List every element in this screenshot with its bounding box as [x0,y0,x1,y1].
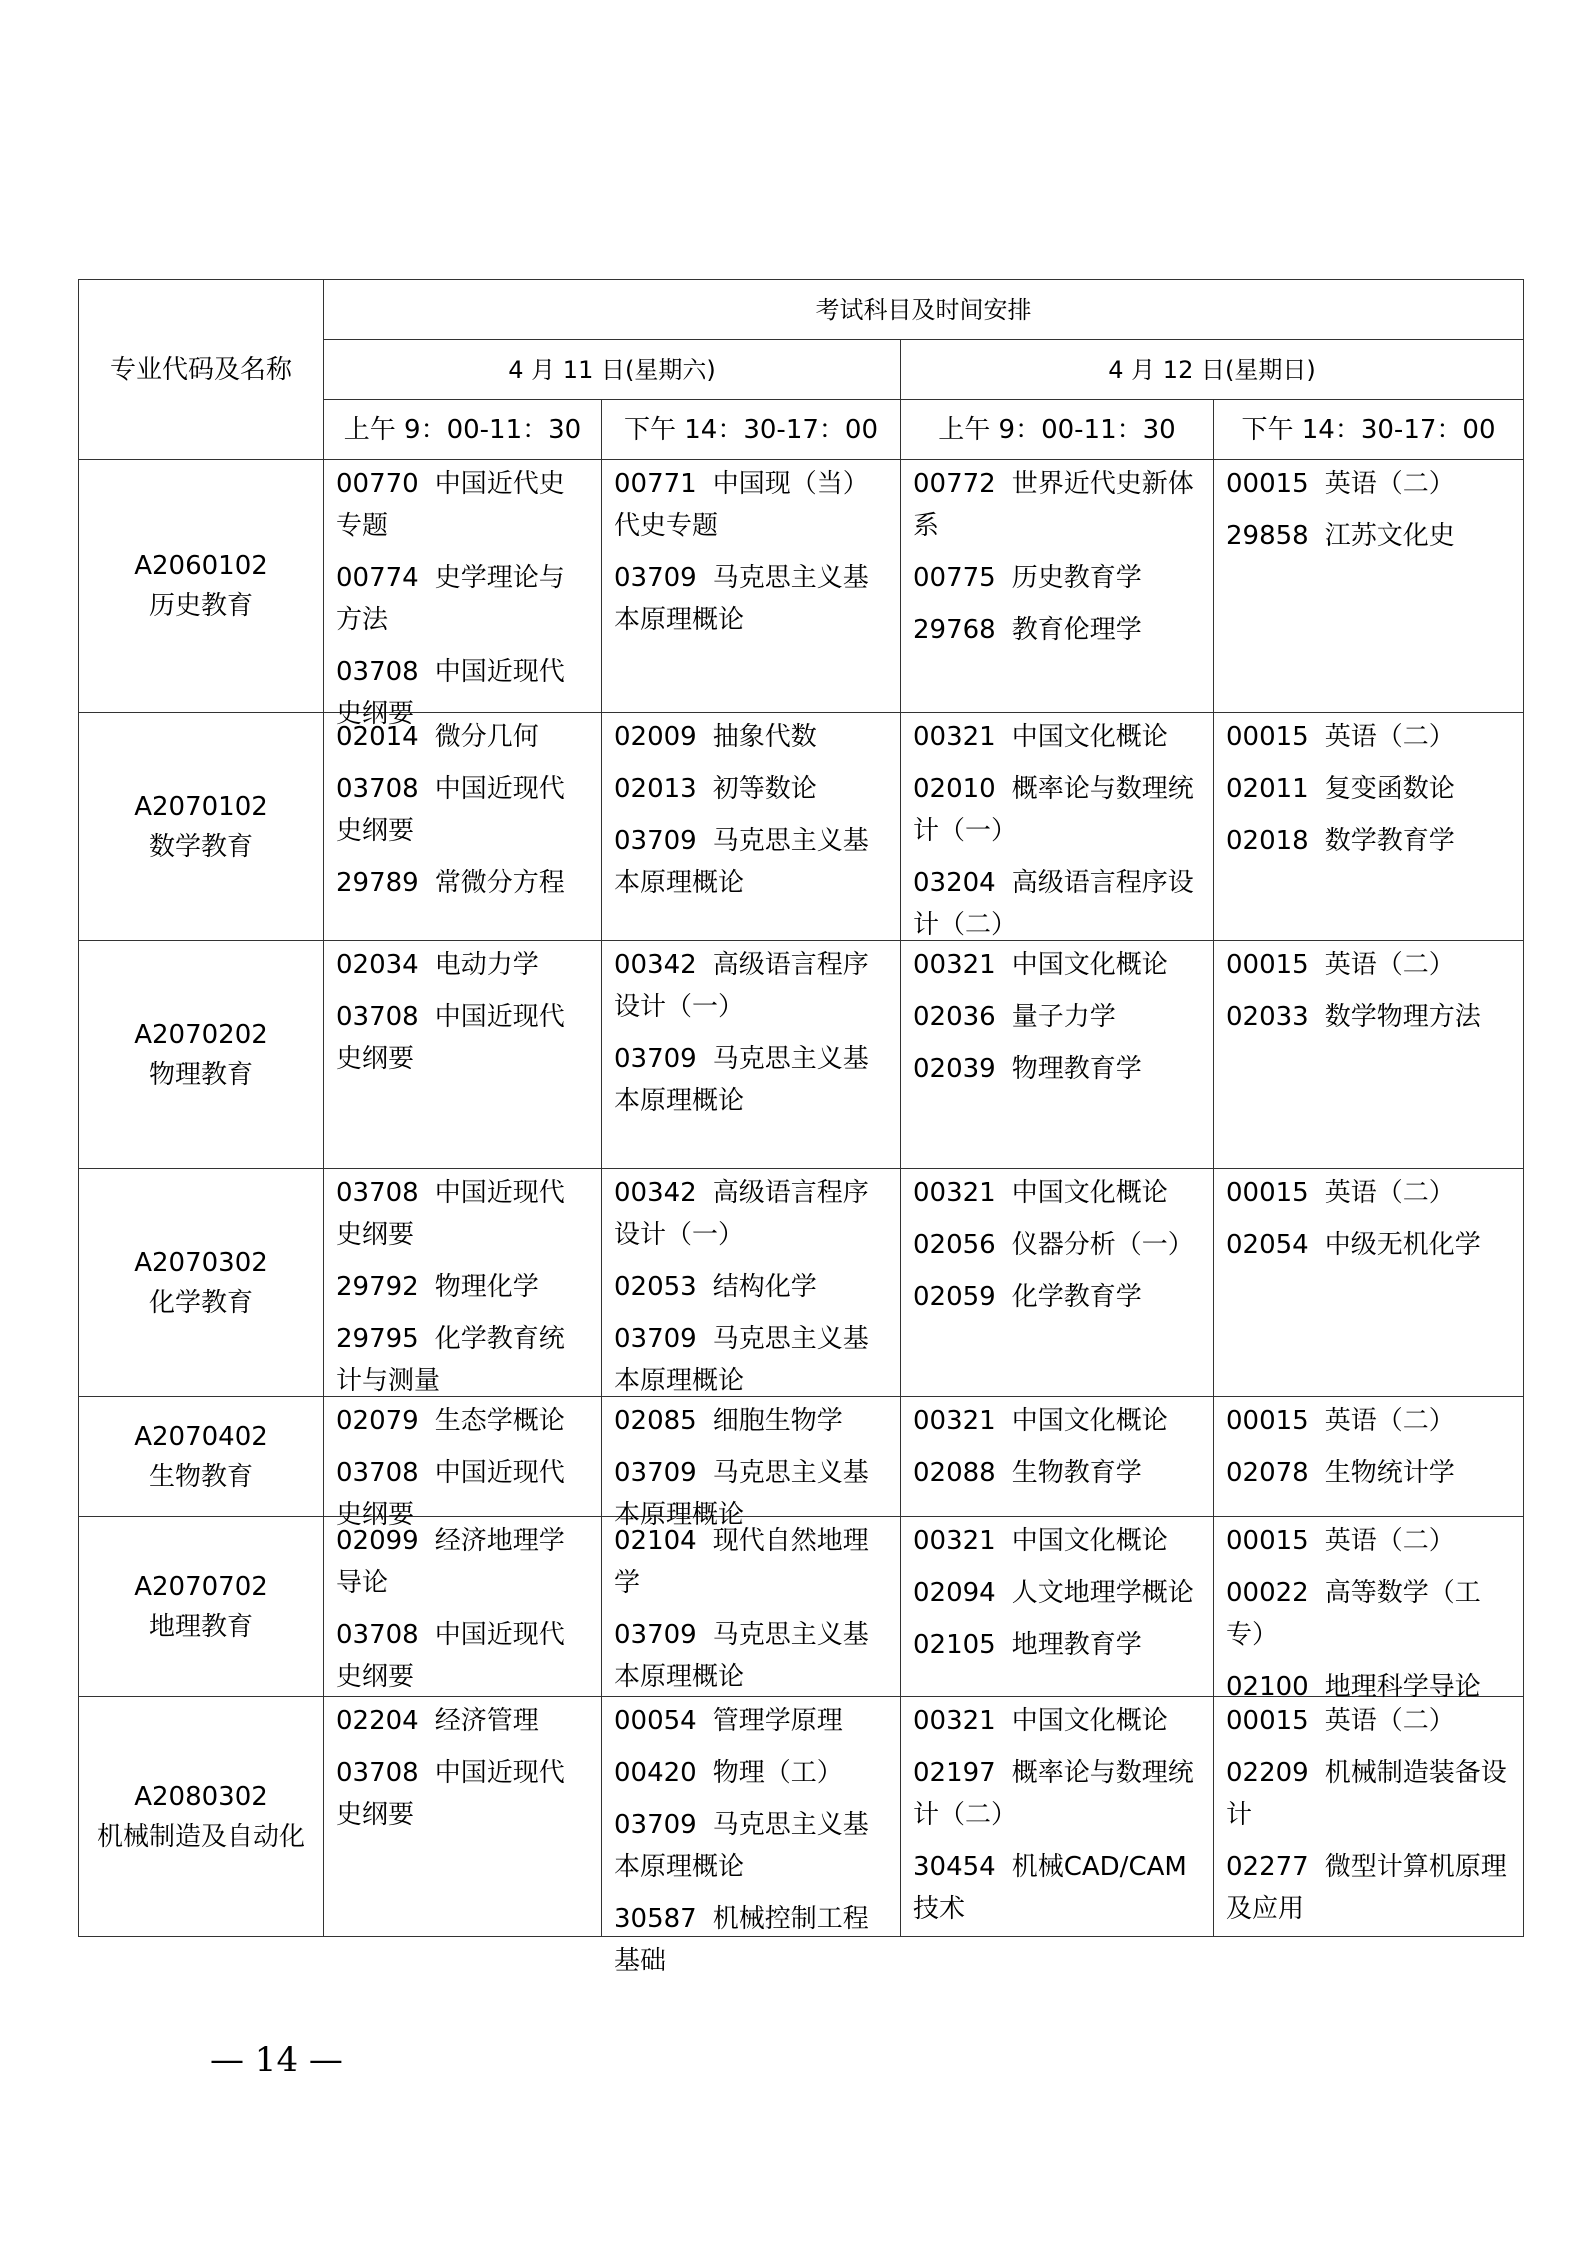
subject-item [913,1520,1201,1562]
subject-item [614,1614,888,1698]
subject-name: 中国文化概论 [1011,1406,1168,1436]
session-cell [1214,1169,1524,1397]
major-cell [79,713,324,941]
subject-code: 03709 [614,1458,697,1488]
subject-code: 02014 [336,722,419,752]
subject-name: 初等数论 [712,774,817,804]
subject-code: 29858 [1226,521,1309,551]
day2-header: 4 月 12 日(星期日) [901,340,1524,400]
subject-name: 量子力学 [1011,1002,1116,1032]
subject-item [614,1038,888,1122]
subject-code: 00015 [1226,469,1309,499]
subject-name: 英语（二） [1324,1178,1455,1208]
subject-code: 00321 [913,1706,996,1736]
subject-name: 中国文化概论 [1011,722,1168,752]
major-row [79,713,1524,941]
major-name: 地理教育 [148,1611,253,1642]
session-cell [901,1397,1214,1517]
subject-item [614,1700,888,1742]
session-cell [324,1517,602,1697]
subject-item [913,768,1201,852]
subject-item [614,1400,888,1442]
subject-code: 00321 [913,1406,996,1436]
subject-code: 00015 [1226,1526,1309,1556]
subject-name: 世界近代史新体系 [913,469,1194,541]
subject-code: 02104 [614,1526,697,1556]
subject-name: 微分几何 [434,722,539,752]
subject-item [614,557,888,641]
subject-name: 数学教育学 [1324,826,1455,856]
subject-code: 00321 [913,950,996,980]
subject-item [1226,1224,1511,1266]
subject-name: 现代自然地理学 [614,1526,869,1598]
subject-item [913,716,1201,758]
subject-item [1226,768,1511,810]
session-cell [602,713,901,941]
session-cell [1214,1397,1524,1517]
subject-code: 02085 [614,1406,697,1436]
major-code: A2070102 [134,791,268,822]
subject-name: 中国近现代史纲要 [336,774,565,846]
subject-item [913,557,1201,599]
subject-item [336,716,589,758]
subject-item [336,944,589,986]
subject-item [614,1172,888,1256]
subject-code: 00015 [1226,1178,1309,1208]
subject-name: 机械制造装备设计 [1226,1758,1507,1830]
session-cell [324,713,602,941]
major-row [79,460,1524,713]
subject-code: 03709 [614,1324,697,1354]
major-cell [79,1517,324,1697]
major-name: 机械制造及自动化 [96,1821,305,1852]
subject-name: 机械控制工程基础 [614,1904,869,1976]
subject-code: 00342 [614,1178,697,1208]
major-cell [79,1169,324,1397]
subject-name: 地理科学导论 [1324,1672,1481,1702]
subject-name: 英语（二） [1324,1706,1455,1736]
subject-code: 03709 [614,1044,697,1074]
major-name: 数学教育 [148,831,253,862]
subject-code: 02010 [913,774,996,804]
subject-code: 03709 [614,1620,697,1650]
subject-code: 00772 [913,469,996,499]
subject-name: 高等数学（工专） [1226,1578,1481,1650]
subject-item [614,1318,888,1402]
subject-name: 生态学概论 [434,1406,565,1436]
subject-name: 史学理论与方法 [336,563,565,635]
subject-code: 03709 [614,826,697,856]
subject-item [913,463,1201,547]
subject-code: 02039 [913,1054,996,1084]
subject-code: 02034 [336,950,419,980]
subject-code: 03708 [336,774,419,804]
subject-code: 30454 [913,1852,996,1882]
subject-code: 00321 [913,722,996,752]
subject-item [336,1400,589,1442]
subject-name: 中国近现代史纲要 [336,1758,565,1830]
subject-item [614,768,888,810]
subject-code: 02100 [1226,1672,1309,1702]
subject-name: 中国近现代史纲要 [336,1178,565,1250]
subject-name: 中国文化概论 [1011,950,1168,980]
subject-name: 马克思主义基本原理概论 [614,1620,869,1692]
subject-item [336,1614,589,1698]
subject-code: 02053 [614,1272,697,1302]
subject-code: 00022 [1226,1578,1309,1608]
subject-code: 00342 [614,950,697,980]
subject-name: 生物统计学 [1324,1458,1455,1488]
session-cell [324,1169,602,1397]
subject-item [1226,1572,1511,1656]
subject-code: 02036 [913,1002,996,1032]
subject-item [336,768,589,852]
major-row [79,1517,1524,1697]
subject-item [614,463,888,547]
subject-code: 02094 [913,1578,996,1608]
subject-item [336,1318,589,1402]
subject-name: 化学教育统计与测量 [336,1324,565,1396]
subject-item [336,862,589,904]
subject-item [913,1172,1201,1214]
subject-item [1226,716,1511,758]
subject-code: 03709 [614,563,697,593]
subject-code: 29795 [336,1324,419,1354]
subject-name: 高级语言程序设计（一） [614,950,869,1022]
subject-code: 02197 [913,1758,996,1788]
session-header: 上午 9：00-11：30 [324,400,602,460]
subject-code: 00771 [614,469,697,499]
subject-item [614,820,888,904]
major-code: A2060102 [134,551,268,581]
subject-code: 00774 [336,563,419,593]
subject-item [913,1846,1201,1930]
subject-item [336,1266,589,1308]
session-header: 下午 14：30-17：00 [602,400,901,460]
subject-name: 概率论与数理统计（二） [913,1758,1194,1830]
subject-item [913,1452,1201,1494]
subject-name: 马克思主义基本原理概论 [614,563,869,635]
subject-name: 经济地理学导论 [336,1526,565,1598]
subject-name: 中国近现代史纲要 [336,1620,565,1692]
subject-name: 马克思主义基本原理概论 [614,1044,869,1116]
subject-code: 30587 [614,1904,697,1934]
session-cell [1214,1697,1524,1937]
session-cell [1214,941,1524,1169]
subject-item [1226,1846,1511,1930]
subject-code: 00775 [913,563,996,593]
subject-item [1226,1400,1511,1442]
subject-code: 03708 [336,1758,419,1788]
session-cell [602,1517,901,1697]
subject-item [913,1224,1201,1266]
subject-item [336,1752,589,1836]
subject-name: 教育伦理学 [1011,615,1142,645]
subject-name: 生物教育学 [1011,1458,1142,1488]
session-cell [324,941,602,1169]
major-column-header: 专业代码及名称 [79,280,324,460]
major-row [79,1397,1524,1517]
subject-code: 03709 [614,1810,697,1840]
session-cell [1214,1517,1524,1702]
exam-schedule-table [78,279,1524,1976]
subject-code: 03708 [336,1620,419,1650]
subject-item [336,1172,589,1256]
subject-name: 英语（二） [1324,1406,1455,1436]
major-code: A2070702 [134,1571,268,1602]
subject-name: 化学教育学 [1011,1282,1142,1312]
subject-name: 物理（工） [712,1758,843,1788]
subject-item [614,1266,888,1308]
subject-item [1226,996,1511,1038]
subject-item [336,557,589,641]
subject-name: 中国文化概论 [1011,1706,1168,1736]
subject-item [336,1520,589,1604]
subject-code: 00420 [614,1758,697,1788]
major-name: 物理教育 [148,1059,253,1090]
session-cell [901,1169,1214,1397]
session-cell [324,460,602,729]
session-cell [602,1697,901,1976]
major-name: 生物教育 [148,1461,253,1492]
subject-name: 英语（二） [1324,950,1455,980]
session-cell [602,460,901,713]
major-cell [79,460,324,713]
session-cell [324,1397,602,1530]
subject-name: 马克思主义基本原理概论 [614,826,869,898]
subject-code: 03708 [336,1458,419,1488]
subject-name: 结构化学 [712,1272,817,1302]
subject-name: 中国近现代史纲要 [336,1458,565,1530]
subject-item [913,1700,1201,1742]
subject-code: 00321 [913,1178,996,1208]
subject-item [1226,463,1511,505]
subject-item [614,1804,888,1888]
subject-name: 英语（二） [1324,469,1455,499]
session-cell [602,1397,901,1530]
subject-item [614,716,888,758]
subject-name: 中国现（当）代史专题 [614,469,869,541]
session-cell [901,1697,1214,1937]
subject-code: 02277 [1226,1852,1309,1882]
subject-code: 00015 [1226,1706,1309,1736]
subject-code: 02088 [913,1458,996,1488]
subject-code: 03204 [913,868,996,898]
day1-header: 4 月 11 日(星期六) [324,340,901,400]
subject-code: 00015 [1226,950,1309,980]
subject-code: 02018 [1226,826,1309,856]
subject-item [614,1520,888,1604]
subject-code: 02204 [336,1706,419,1736]
subject-code: 00015 [1226,1406,1309,1436]
subject-name: 马克思主义基本原理概论 [614,1458,869,1530]
subject-name: 江苏文化史 [1324,521,1455,551]
subject-item [1226,515,1511,557]
subject-name: 英语（二） [1324,722,1455,752]
subject-item [913,1752,1201,1836]
subject-code: 02209 [1226,1758,1309,1788]
subject-name: 历史教育学 [1011,563,1142,593]
subject-name: 马克思主义基本原理概论 [614,1324,869,1396]
subject-code: 00054 [614,1706,697,1736]
subject-name: 英语（二） [1324,1526,1455,1556]
subject-code: 02078 [1226,1458,1309,1488]
subject-name: 管理学原理 [712,1706,843,1736]
subject-item [1226,1520,1511,1562]
major-code: A2080302 [134,1781,268,1812]
major-code: A2070402 [134,1421,268,1452]
subject-code: 03708 [336,1002,419,1032]
subject-item [614,944,888,1028]
subject-item [913,862,1201,946]
subject-name: 中国近现代史纲要 [336,1002,565,1074]
session-cell [1214,713,1524,941]
major-cell [79,1697,324,1937]
subject-name: 电动力学 [434,950,539,980]
subject-item [913,1276,1201,1318]
subject-name: 高级语言程序设计（二） [913,868,1194,940]
major-row [79,1169,1524,1397]
major-cell [79,941,324,1169]
subject-item [1226,820,1511,862]
session-cell [602,941,901,1169]
subject-name: 马克思主义基本原理概论 [614,1810,869,1882]
subject-item [913,1400,1201,1442]
major-cell [79,1397,324,1517]
subject-code: 02059 [913,1282,996,1312]
subject-name: 复变函数论 [1324,774,1455,804]
subject-item [336,463,589,547]
subject-item [913,1572,1201,1614]
session-cell [901,941,1214,1169]
session-cell [901,1517,1214,1697]
subject-code: 29768 [913,615,996,645]
subject-item [913,996,1201,1038]
session-cell [1214,460,1524,713]
subject-code: 02013 [614,774,697,804]
subject-name: 中国文化概论 [1011,1526,1168,1556]
major-row [79,1697,1524,1937]
subject-name: 微型计算机原理及应用 [1226,1852,1507,1924]
major-name: 历史教育 [148,591,253,621]
schedule-title: 考试科目及时间安排 [324,280,1524,340]
major-code: A2070302 [134,1247,268,1278]
major-row [79,941,1524,1169]
subject-code: 03708 [336,1178,419,1208]
subject-name: 物理化学 [434,1272,539,1302]
subject-item [913,1624,1201,1666]
subject-item [913,609,1201,651]
subject-code: 00321 [913,1526,996,1556]
subject-code: 03708 [336,657,419,687]
subject-name: 地理教育学 [1011,1630,1142,1660]
subject-name: 高级语言程序设计（一） [614,1178,869,1250]
subject-item [1226,944,1511,986]
subject-name: 细胞生物学 [712,1406,843,1436]
subject-code: 29789 [336,868,419,898]
subject-name: 机械CAD/CAM技术 [913,1852,1187,1924]
subject-item [913,1048,1201,1090]
subject-name: 中国近代史专题 [336,469,565,541]
subject-item [1226,1172,1511,1214]
subject-code: 02079 [336,1406,419,1436]
major-name: 化学教育 [148,1287,253,1318]
subject-name: 中级无机化学 [1324,1230,1481,1260]
subject-code: 02054 [1226,1230,1309,1260]
subject-code: 29792 [336,1272,419,1302]
subject-item [336,996,589,1080]
subject-name: 中国近现代史纲要 [336,657,565,729]
subject-name: 常微分方程 [434,868,565,898]
major-code: A2070202 [134,1019,268,1050]
session-cell [901,460,1214,713]
subject-name: 抽象代数 [712,722,817,752]
subject-item [913,944,1201,986]
subject-code: 02105 [913,1630,996,1660]
subject-code: 02011 [1226,774,1309,804]
subject-item [336,1700,589,1742]
page-number: — 14 — [210,2040,343,2080]
subject-name: 数学物理方法 [1324,1002,1481,1032]
subject-name: 中国文化概论 [1011,1178,1168,1208]
subject-name: 概率论与数理统计（一） [913,774,1194,846]
subject-code: 02099 [336,1526,419,1556]
subject-name: 物理教育学 [1011,1054,1142,1084]
subject-name: 仪器分析（一） [1011,1230,1194,1260]
subject-item [1226,1452,1511,1494]
subject-item [614,1898,888,1982]
session-cell [324,1697,602,1937]
subject-code: 02009 [614,722,697,752]
subject-code: 00015 [1226,722,1309,752]
session-header: 上午 9：00-11：30 [901,400,1214,460]
session-header: 下午 14：30-17：00 [1214,400,1524,460]
session-cell [602,1169,901,1397]
session-cell [901,713,1214,941]
subject-item [614,1752,888,1794]
subject-code: 02056 [913,1230,996,1260]
subject-name: 经济管理 [434,1706,539,1736]
subject-code: 02033 [1226,1002,1309,1032]
subject-name: 人文地理学概论 [1011,1578,1194,1608]
subject-code: 00770 [336,469,419,499]
subject-item [1226,1752,1511,1836]
